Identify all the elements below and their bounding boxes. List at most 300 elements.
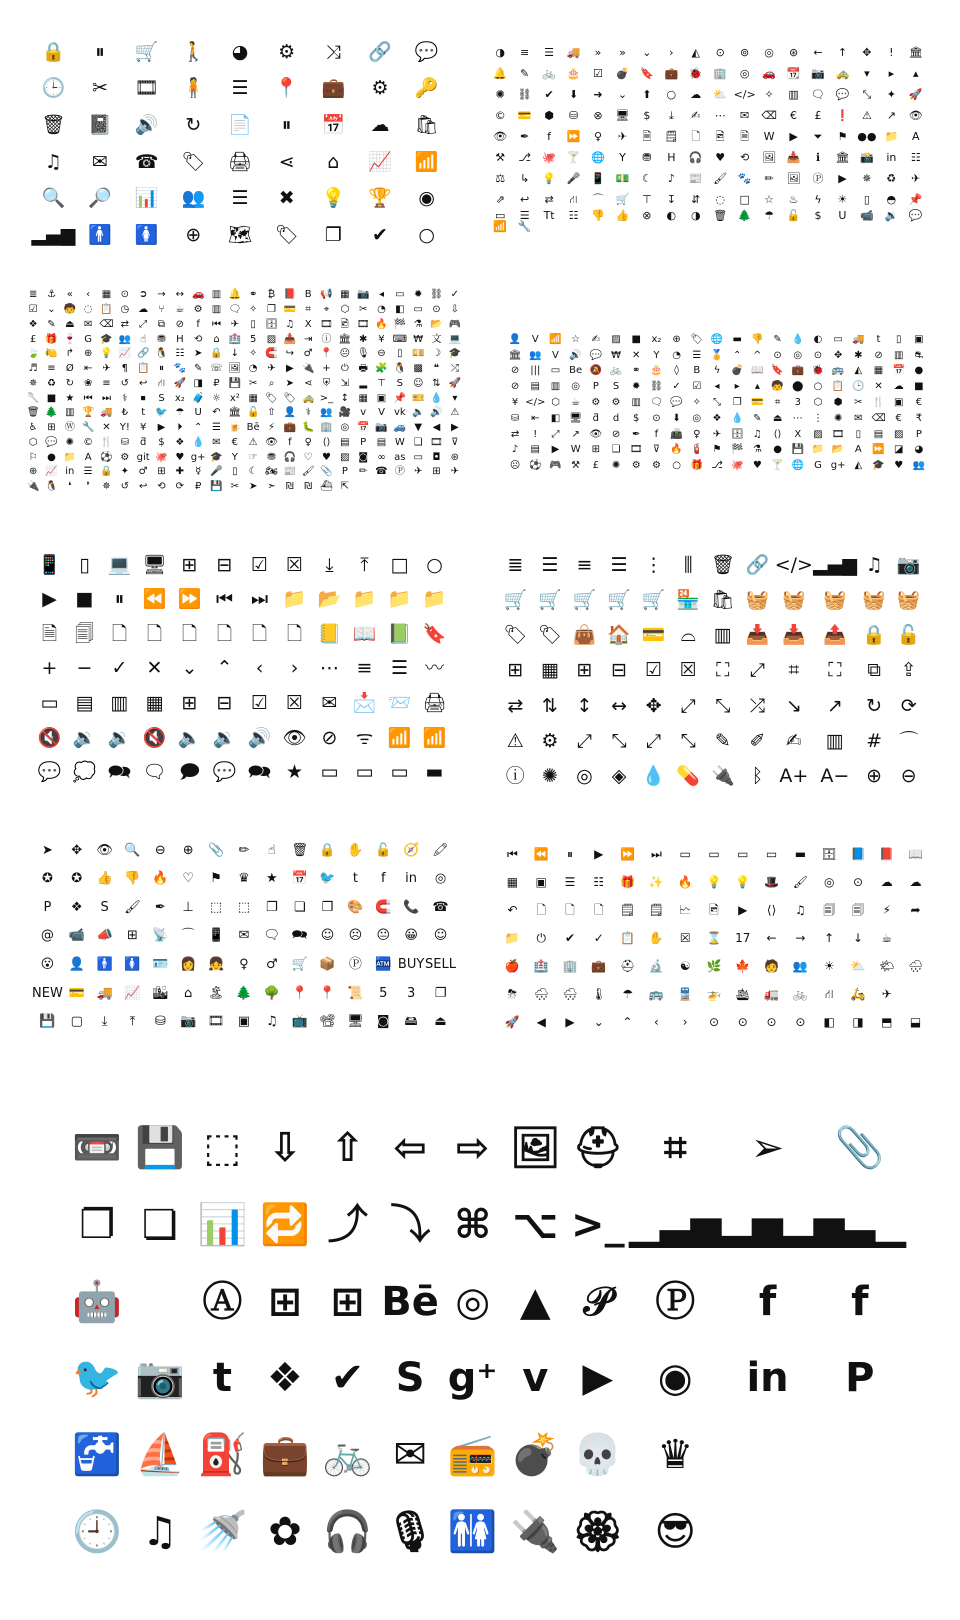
file-code-icon: 🗋 <box>691 130 701 143</box>
trello-icon: ▥ <box>65 407 75 419</box>
eraser-icon: ⌫ <box>761 109 777 122</box>
gamepad-icon: 🎮 <box>448 318 462 330</box>
arrow-left-icon: ← <box>813 46 823 59</box>
bullseye-small-icon: ◎ <box>340 422 350 434</box>
film-mini-icon: 🎞 <box>629 444 643 456</box>
music-note-icon: ♫ <box>44 150 62 173</box>
square-right-icon: ◨ <box>852 1015 864 1029</box>
page-code-icon: ⟨⟩ <box>766 903 777 917</box>
gavel-icon: ⚒ <box>495 151 506 164</box>
cc-discover-icon: ▥ <box>550 381 561 393</box>
deviantart-small-icon: ƌ <box>592 412 600 424</box>
spotify-icon: ◉ <box>657 1355 693 1402</box>
columns-tiny-icon: ▥ <box>631 396 641 408</box>
plug-small-icon: 🔌 <box>26 481 40 493</box>
yen-icon: ¥ <box>139 422 147 434</box>
loader-icon: ✺ <box>541 764 558 787</box>
briefcase-mini-icon: 💼 <box>791 365 804 377</box>
arrow-up-media-icon: ↑ <box>824 931 835 945</box>
home-icon: ⌂ <box>327 150 340 173</box>
rebel-tiny-icon: ✵ <box>102 481 111 493</box>
mail-upload-icon: 📨 <box>387 692 412 715</box>
sheqel-icon: ₪ <box>285 481 294 493</box>
bomb-small-icon: 💣 <box>730 365 744 377</box>
helicopter-icon: 🚁 <box>706 987 722 1001</box>
mail-tool-icon: ✉ <box>238 928 250 944</box>
box-plus-icon: ⊞ <box>576 659 593 682</box>
facebook-tool-icon: f <box>380 871 386 887</box>
fuel-icon: ⛽ <box>197 1431 248 1478</box>
thumb-up-icon: 👍 <box>96 871 113 887</box>
bookmark-filled-icon: 🔖 <box>422 622 447 645</box>
gittip-small-icon: ♥ <box>752 460 762 472</box>
sun-icon: ☀ <box>837 193 848 206</box>
barcode-icon: ▥ <box>893 349 904 361</box>
new-badge-icon: NEW <box>32 985 63 1001</box>
line-chart-icon: 📈 <box>118 348 132 360</box>
gift-small-icon: 🎁 <box>690 460 704 472</box>
google-wallet-icon: ◭ <box>854 460 863 472</box>
clipboard-check-icon: 📋 <box>620 931 636 945</box>
edit-square-small-icon: ✍ <box>591 333 601 345</box>
child-icon: 🧒 <box>63 304 77 316</box>
arrow-down-media-icon: ↓ <box>852 931 864 945</box>
basket-check-icon: 🧺 <box>862 589 886 612</box>
mars-tool-icon: ♂ <box>265 957 278 973</box>
circle-o-notch-icon: ◌ <box>83 304 93 316</box>
keyboard-icon: ⌨ <box>392 333 408 345</box>
crown-icon: ♛ <box>238 871 250 887</box>
inbox-large-icon: 📥 <box>745 624 770 647</box>
gift-icon: 🎁 <box>45 333 58 345</box>
behance-square-icon: Be <box>569 365 583 377</box>
cup-icon: ☕ <box>881 931 893 945</box>
thumb-tack-icon: 📌 <box>908 193 923 206</box>
align-text-icon: ☰ <box>544 46 555 59</box>
moon-tiny-icon: ☾ <box>248 466 258 478</box>
circle-dot-icon: ⊚ <box>740 46 750 59</box>
recycle-icon: ♻ <box>886 172 897 185</box>
battery-empty-icon: ▭ <box>320 761 339 784</box>
warning-small-icon: ⚠ <box>450 407 460 419</box>
download-tiny-icon: ⬇ <box>672 412 681 424</box>
fire-icon: 🔥 <box>375 318 388 330</box>
palette-icon: 🎨 <box>347 899 364 915</box>
language-icon: 文 <box>431 333 442 345</box>
compass-icon: ✧ <box>764 88 774 101</box>
moon-small-icon: ☽ <box>432 348 441 360</box>
neutral-face-icon: 😐 <box>376 928 391 944</box>
bell-slash-icon: 🔕 <box>589 365 603 377</box>
hacker-news-small-icon: Y <box>231 451 238 463</box>
cubes-icon: ⬢ <box>833 396 843 408</box>
hacker-news-icon: Y <box>619 151 626 164</box>
angle-left-media-icon: ‹ <box>653 1015 659 1029</box>
cart-icon: 🛒 <box>134 40 159 63</box>
twitter-icon: 🐦 <box>72 1355 123 1402</box>
steam-icon: ♨ <box>788 193 799 206</box>
quote-icon: ❝ <box>433 363 440 375</box>
campfire-icon: 🔥 <box>677 875 693 889</box>
phone-square-icon: ☏ <box>210 363 223 375</box>
qq-icon: 🐧 <box>393 363 407 375</box>
close-box-icon: ☒ <box>679 931 691 945</box>
ui-icon-set-g <box>32 836 456 1036</box>
dollar-small-icon: $ <box>158 436 165 448</box>
circle-fill-icon: ● <box>914 365 924 377</box>
facebook-icon: f <box>758 1278 777 1325</box>
arrows-horizontal-icon: ↔ <box>611 694 628 717</box>
laptop-small-icon: ▭ <box>413 451 423 463</box>
lemon-icon: 🍋 <box>45 348 58 360</box>
dashed-download-icon: ⇩ <box>268 1125 302 1172</box>
magic-icon: ✦ <box>886 88 896 101</box>
wechat-icon: 💬 <box>908 209 923 222</box>
window-icon: ▭ <box>40 692 59 715</box>
yin-yang-icon: ☯ <box>679 959 691 973</box>
cube-tiny-icon: ⬡ <box>813 396 823 408</box>
exclamation-small-icon: ! <box>533 428 538 440</box>
move-large-icon: ✥ <box>645 694 662 717</box>
delicious-icon: ◧ <box>395 304 405 316</box>
file-zip-icon: ⊞ <box>591 444 601 456</box>
wheelchair-icon: ♿ <box>28 422 38 434</box>
heart-o-icon: ♡ <box>303 451 313 463</box>
fax-icon: 📠 <box>670 428 683 440</box>
chevron-up-large-icon: ⌃ <box>216 657 233 680</box>
medical-kit-icon: ⛑ <box>572 1125 624 1172</box>
book-closed-icon: 📕 <box>879 847 895 861</box>
mail-icon: ✉ <box>393 1431 427 1478</box>
repeat-small-icon: ↺ <box>120 481 130 493</box>
file-close-icon: 🗋 <box>251 622 268 645</box>
tree-icon: 🌲 <box>737 209 752 222</box>
expand-small-icon: ⤢ <box>551 428 560 440</box>
file-image-icon: 🖻 <box>715 130 725 143</box>
angle-double-left-icon: « <box>66 289 73 301</box>
window-grid-icon: ▦ <box>145 692 164 715</box>
undo-icon: ↶ <box>212 407 221 419</box>
medkit-icon: ✚ <box>175 466 185 478</box>
play-circle-icon: ▶ <box>838 172 847 185</box>
flame-icon: 🔥 <box>152 871 169 887</box>
sad-icon: ☹ <box>348 928 363 944</box>
settings-icon: ⚙ <box>541 729 559 752</box>
option-key-icon: ⌥ <box>512 1201 559 1248</box>
shekel-icon: ₪ <box>304 481 313 493</box>
pause-circle-outline-icon: ⏸ <box>114 588 125 611</box>
paypal-small-icon: P <box>341 466 348 478</box>
page-copy-icon: 🗐 <box>823 903 836 917</box>
film-small-icon: 🎞 <box>356 318 370 330</box>
rub-icon: ₽ <box>213 377 220 389</box>
gear-icon: ⚙ <box>278 40 296 63</box>
plane-tiny-icon: ✈ <box>450 466 460 478</box>
file-powerpoint-small-icon: P <box>915 428 922 440</box>
store-icon: 🏪 <box>676 589 701 612</box>
chevron-circle-up-icon: ▴ <box>754 381 760 393</box>
align-right-large-icon: ☰ <box>610 554 628 577</box>
gears-icon: ⚙ <box>371 77 389 100</box>
duplicate-icon: ❐ <box>79 1201 116 1248</box>
x-large-icon: ✕ <box>146 657 163 680</box>
edit-icon: ✎ <box>520 67 530 80</box>
compress-small-icon: ⤡ <box>712 396 721 408</box>
square-caret-down-icon: ▾ <box>864 67 870 80</box>
collapse-arrows-icon: ⤡ <box>715 694 731 717</box>
cabinet-icon: 🗄 <box>821 847 837 861</box>
male-small-icon: ♂ <box>303 348 313 360</box>
scissors-small-icon: ✂ <box>248 377 258 389</box>
bitcoin-icon: ₿ <box>267 289 276 301</box>
database-tiny-icon: ⛁ <box>510 412 520 424</box>
caret-down-icon: ▼ <box>414 422 423 434</box>
list-tiny-icon: ☰ <box>692 349 702 361</box>
birthday-cake-icon: 🎂 <box>566 67 581 80</box>
chevron-small-icon: ⌄ <box>617 88 628 101</box>
gamepad-small-icon: 🎮 <box>549 460 562 472</box>
tint-small-icon: 💧 <box>791 333 804 345</box>
volume-high-icon: 🔊 <box>247 726 272 749</box>
film-strip-icon: 🎞 <box>207 1014 225 1030</box>
microphone-tiny-icon: 🎤 <box>210 466 223 478</box>
growth-chart-icon: 📈 <box>368 150 392 173</box>
caret-left-icon: ◀ <box>432 422 441 434</box>
magnet-icon: 🧲 <box>265 348 278 360</box>
bar-graph-icon: ▁▃▅ <box>629 1201 722 1248</box>
cool-face-icon: 😎 <box>654 1508 697 1555</box>
page-archive-icon: 🗋 <box>593 903 604 917</box>
folder-plus-icon: 📂 <box>317 588 342 611</box>
list-ol-icon: ☷ <box>175 348 185 360</box>
search-icon: 🔍 <box>124 842 141 858</box>
window-remove-icon: ⊟ <box>216 692 233 715</box>
image-icon: 🖼 <box>762 151 777 164</box>
underline-icon: U <box>838 209 847 222</box>
group-small-icon: 👥 <box>118 333 132 345</box>
info-circle-icon: ⓘ <box>321 333 332 345</box>
circle-up-icon: ⬆ <box>642 88 652 101</box>
magnet-tool-icon: 🧲 <box>375 899 392 915</box>
strikethrough-icon: S <box>158 392 165 404</box>
filter-icon: ⏷ <box>813 130 823 143</box>
file-archive-icon: 🗄 <box>265 318 278 330</box>
money-small-icon: 💴 <box>411 348 425 360</box>
folder-close-icon: 📁 <box>422 588 447 611</box>
angle-double-up-icon: ⌃ <box>732 349 742 361</box>
volume-x-icon: 🔇 <box>142 726 167 749</box>
qrcode-icon: ▩ <box>413 363 423 375</box>
folder-filled-icon: 📁 <box>282 588 307 611</box>
hand-pointer-icon: ☝ <box>267 842 276 858</box>
btc-icon: B <box>304 289 312 301</box>
broadcast-icon: ◉ <box>418 187 435 210</box>
certificate-icon: ✺ <box>495 88 505 101</box>
mortar-board-icon: 🎓 <box>448 348 462 360</box>
woman-avatar-icon: 👩 <box>180 957 197 973</box>
signal-icon: ▂ <box>359 377 368 389</box>
sync-icon: ⟳ <box>900 694 917 717</box>
plug-large-icon: 🔌 <box>710 764 735 787</box>
target-media-icon: ◎ <box>823 875 835 889</box>
hand-up-icon: ☝ <box>140 333 147 345</box>
location-icon: 📍 <box>291 985 308 1001</box>
square-check-icon: ☑ <box>593 67 603 80</box>
paypal-icon: P <box>845 1355 875 1402</box>
briefcase-tiny-icon: 💼 <box>283 422 297 434</box>
building-media-icon: 🏢 <box>562 959 578 973</box>
square-up-icon: ⬒ <box>881 1015 893 1029</box>
cloud-small-icon: ☁ <box>893 381 904 393</box>
crosshairs-icon: ⌖ <box>323 304 330 316</box>
wifi-small-icon: 📶 <box>493 220 508 233</box>
grid-filled-icon: ▦ <box>540 659 559 682</box>
compass-tiny-icon: ✧ <box>692 396 701 408</box>
pinterest-icon: 𝒫 <box>583 1278 613 1325</box>
sitemap-small-icon: ⊤ <box>377 377 386 389</box>
rotate-left-icon: ⟲ <box>157 481 166 493</box>
shopping-bags-icon: 🛍 <box>414 114 439 137</box>
lock-tool-icon: 🔒 <box>319 842 336 858</box>
window-columns-icon: ▥ <box>110 692 129 715</box>
grin-icon: 😀 <box>404 928 418 944</box>
cube-icon: ⬢ <box>544 109 554 122</box>
rss-tool-icon: ⌒ <box>181 928 195 944</box>
thumbs-down-icon: 👎 <box>591 209 605 222</box>
headphones-tiny-icon: 🎧 <box>283 451 297 463</box>
circle-right-icon: ▶ <box>565 1015 575 1029</box>
clock-large-icon: 🕘 <box>72 1508 123 1555</box>
sun-media-icon: ☀ <box>823 959 835 973</box>
rocket-media-icon: 🚀 <box>504 1015 520 1029</box>
star-badge-icon: ✪ <box>41 871 53 887</box>
briefcase-icon: 💼 <box>321 77 346 100</box>
speech-filled-icon: 🗩 <box>178 761 201 784</box>
attachment-icon: 📎 <box>207 842 225 858</box>
newspaper-small-icon: 📰 <box>283 466 297 478</box>
codepen-icon: ⬡ <box>28 436 38 448</box>
stats-icon: 📈 <box>124 985 141 1001</box>
mail-filled-icon: ✉ <box>321 692 338 715</box>
cloud-upload-icon: ⛅ <box>713 88 728 101</box>
copyright-small-icon: © <box>83 436 94 448</box>
window-add-icon: ⊞ <box>181 692 198 715</box>
file-check-icon: 🗋 <box>181 622 198 645</box>
copy-small-icon: ❐ <box>267 304 276 316</box>
dribbble-tool-icon: ◎ <box>434 871 447 887</box>
zoom-in-tool-icon: ⊕ <box>182 842 194 858</box>
github-icon: 🐙 <box>542 151 556 164</box>
coffee-icon: ☕ <box>175 304 185 316</box>
dribbble-small-icon: ◎ <box>692 412 702 424</box>
play-media-icon: ▶ <box>594 847 604 861</box>
dashboard-small-icon: ◔ <box>377 304 386 316</box>
trending-down-icon: ⤵ <box>390 1201 431 1248</box>
download-small-icon: ⇩ <box>450 304 460 316</box>
clock-small-icon: ◷ <box>120 304 130 316</box>
mail-download-icon: 📩 <box>352 692 377 715</box>
fullscreen-icon: ⛶ <box>716 659 730 682</box>
network-icon: ⊞ <box>127 928 138 944</box>
projector-icon: 📽 <box>319 1014 336 1030</box>
house-icon: 🏠 <box>607 624 631 647</box>
star-circle-icon: ✪ <box>71 871 83 887</box>
couple-icon: 🚻 <box>447 1508 498 1555</box>
large-icon-set <box>66 1110 906 1570</box>
linkedin-small-icon: in <box>886 151 897 164</box>
bar-chart-small-icon: ▥ <box>211 289 222 301</box>
hail-cloud-icon: 🌨 <box>562 987 578 1001</box>
wifi-mid-icon: 📶 <box>387 726 412 749</box>
fighter-jet-tiny-icon: ✈ <box>712 428 722 440</box>
hard-disk-icon: 🖴 <box>404 1014 418 1030</box>
focus-icon: ⛶ <box>828 659 842 682</box>
vk-icon: vk <box>393 407 406 419</box>
sliders-icon: ⫼ <box>683 554 693 577</box>
drop-icon: 💧 <box>641 764 666 787</box>
file-word-small-icon: W <box>394 436 405 448</box>
plane-small-icon: ✈ <box>413 466 423 478</box>
voicemail-icon: ⌓ <box>680 624 696 647</box>
calendar-tiny-icon: 📅 <box>892 365 905 377</box>
pie-small-icon: ◔ <box>248 363 258 375</box>
copyright-icon: © <box>494 109 506 122</box>
maximize-diagonal-icon: ⤢ <box>576 729 593 752</box>
ui-icon-set-d <box>505 332 929 474</box>
skip-end-icon: ⏭ <box>650 847 662 861</box>
battery-75-icon: ▭ <box>765 847 778 861</box>
faucet-icon: 🚰 <box>72 1431 123 1478</box>
commenting-icon: 💬 <box>670 396 683 408</box>
check-icon: ✔ <box>372 224 388 247</box>
image-small-icon: ▨ <box>266 333 277 345</box>
page-play-icon: ▶ <box>738 903 748 917</box>
institution-icon: 🏛 <box>835 151 850 164</box>
xing-square-icon: ✕ <box>632 349 641 361</box>
group-tiny-icon: 👥 <box>912 460 926 472</box>
messenger-icon: ⚡ <box>882 903 891 917</box>
graduation-small-icon: 🎓 <box>210 451 223 463</box>
pen-icon: ✎ <box>714 729 731 752</box>
dashcube-icon: ▣ <box>893 396 904 408</box>
linkedin-icon: in <box>746 1355 789 1402</box>
gbp-icon: £ <box>29 333 37 345</box>
lightbulb-small-icon: 💡 <box>542 172 556 185</box>
external-link-tiny-icon: ↗ <box>571 428 580 440</box>
battery-25-icon: ▭ <box>708 847 720 861</box>
genderless-icon: ○ <box>672 460 681 472</box>
notebook-filled-icon: 📒 <box>317 622 342 645</box>
cloud-up-icon: ☁ <box>909 875 922 889</box>
circle-next-icon: ➜ <box>593 88 603 101</box>
bluetooth-icon: ᛒ <box>751 764 764 787</box>
drive-icon: ⏏ <box>434 1014 447 1030</box>
quote-right-icon: ❜ <box>86 481 90 493</box>
double-chevron-right-icon: » <box>619 46 626 59</box>
battery-100-icon: ▬ <box>794 847 807 861</box>
heart-outline-icon: ♡ <box>182 871 194 887</box>
gavel-small-icon: ⚒ <box>571 460 581 472</box>
binoculars-small-icon: ⚭ <box>632 365 641 377</box>
save-icon: 💾 <box>134 1125 185 1172</box>
square-small-icon: ■ <box>46 392 57 404</box>
dashboard-icon: ⊗ <box>593 109 603 122</box>
ui-icon-set-a <box>30 34 450 254</box>
circle-left-icon: ◀ <box>536 1015 546 1029</box>
file-sound-icon: ♪ <box>511 444 519 456</box>
lightbulb-icon: 💡 <box>321 187 346 210</box>
volume-small-icon: 🔊 <box>569 349 582 361</box>
